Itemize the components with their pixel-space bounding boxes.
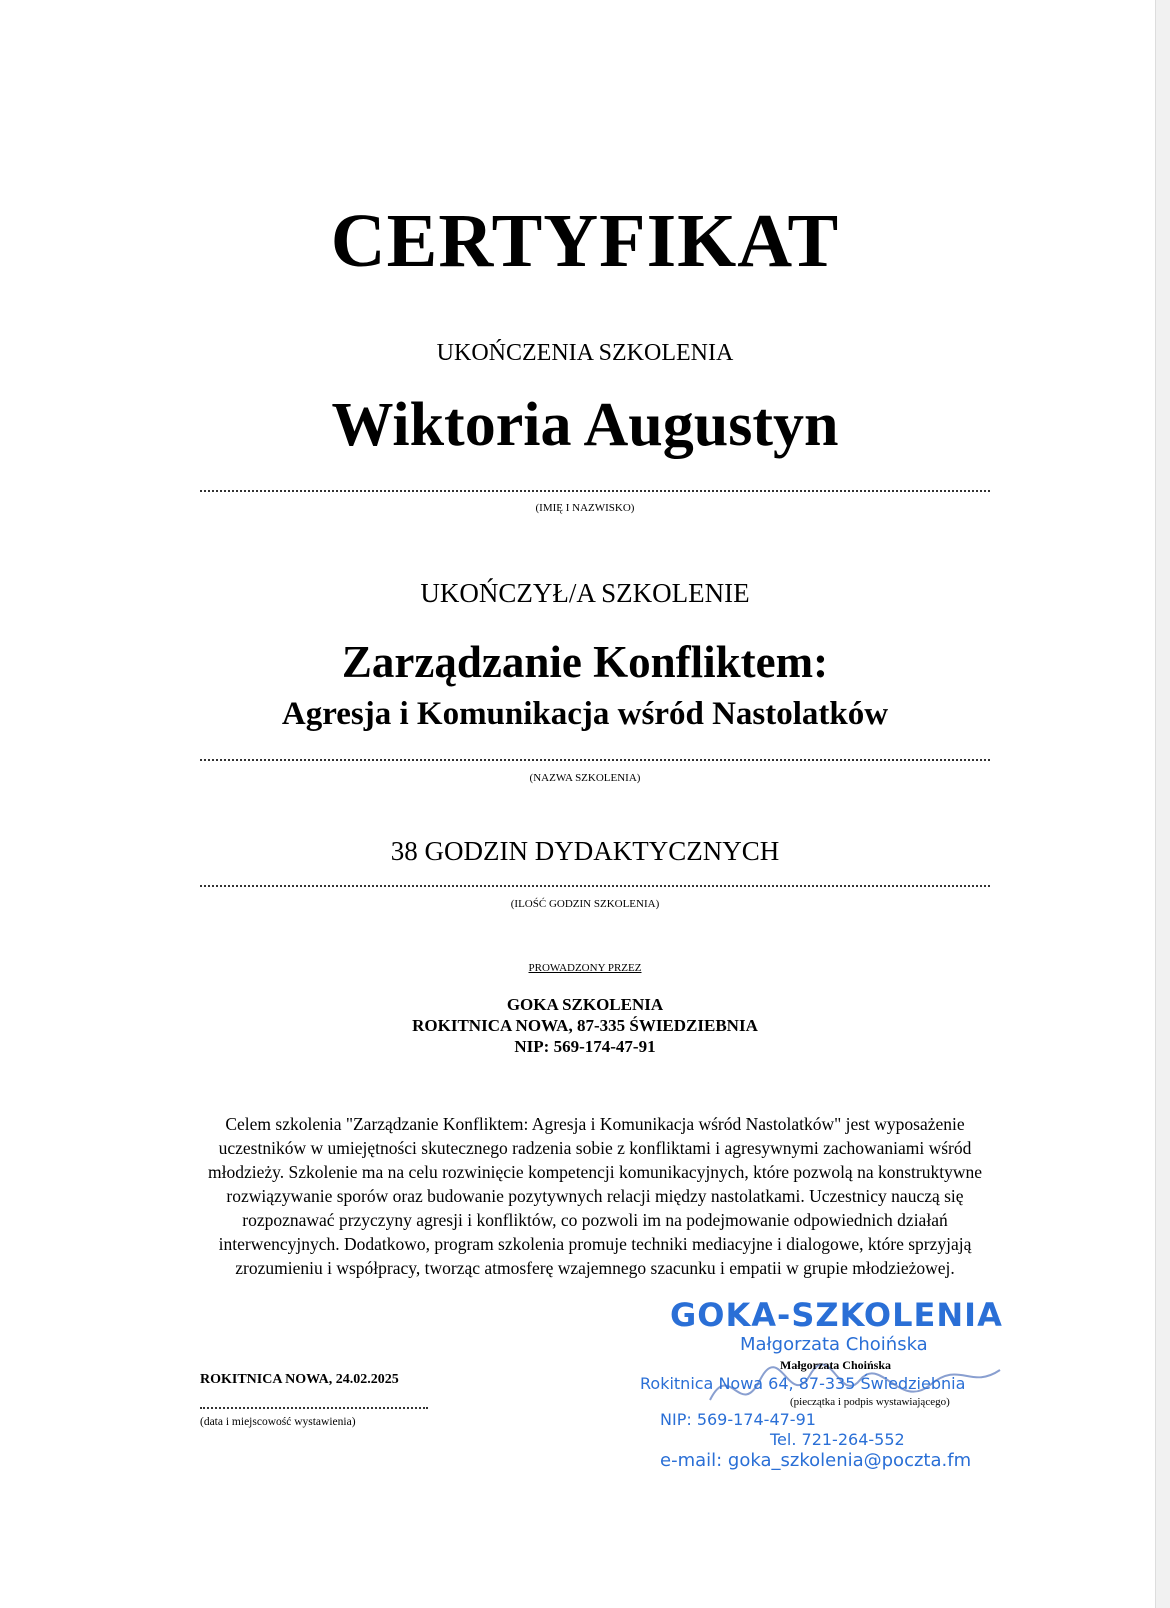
- course-description: Celem szkolenia "Zarządzanie Konfliktem: Agresja i Komunikacja wśród Nastolatków" jest wyposażenie uczestników w umiejętności skutecznego radzenia sobie z konfliktami i agresywnymi zachowaniami wśród młodzieży. Szkolenie ma na celu rozwinięcie kompetencji komunikacyjnych, które pozwolą na konstruktywne rozwiązywanie sporów oraz budowanie pozytywnych relacji między nastolatkami. Uczestnicy nauczą się rozpoznawać przyczyny agresji i konfliktów, co pozwoli im na podejmowanie odpowiednich działań interwencyjnych. Dodatkowo, program szkolenia promuje techniki mediacyjne i dialogowe, które sprzyjają zrozumieniu i współpracy, tworząc atmosferę wzajemnego szacunku i empatii w grupie młodzieżowej.: [208, 1114, 982, 1278]
- name-dotted-line: [200, 490, 990, 494]
- company-stamp: [640, 1296, 1140, 1472]
- stamp-line: e-mail: goka_szkolenia@poczta.fm: [660, 1450, 972, 1471]
- certificate-subtitle: UKOŃCZENIA SZKOLENIA: [436, 340, 734, 366]
- participant-name: Wiktoria Augustyn: [331, 391, 839, 459]
- stamp-line: GOKA-SZKOLENIA: [670, 1296, 1003, 1334]
- stamp-line: Małgorzata Choińska: [740, 1334, 928, 1355]
- signer-caption: (pieczątka i podpis wystawiającego): [790, 1396, 950, 1408]
- name-caption: (IMIĘ I NAZWISKO): [535, 502, 635, 514]
- completed-label: UKOŃCZYŁ/A SZKOLENIE: [420, 578, 750, 608]
- hours-dotted-line: [200, 885, 990, 889]
- organizer-block: [0, 994, 1170, 1057]
- organizer-address: ROKITNICA NOWA, 87-335 ŚWIEDZIEBNIA: [412, 1016, 758, 1035]
- issue-caption: (data i miejscowość wystawienia): [200, 1416, 356, 1428]
- stamp-line: Tel. 721-264-552: [770, 1430, 905, 1449]
- course-title-line2: Agresja i Komunikacja wśród Nastolatków: [281, 696, 889, 732]
- date-dotted-line: [200, 1407, 428, 1409]
- hours-caption: (ILOŚĆ GODZIN SZKOLENIA): [510, 898, 660, 910]
- issue-place-date: ROKITNICA NOWA, 24.02.2025: [200, 1372, 399, 1387]
- organizer-name: GOKA SZKOLENIA: [506, 995, 664, 1014]
- hours-value: 38 GODZIN DYDAKTYCZNYCH: [390, 836, 780, 866]
- stamp-line: NIP: 569-174-47-91: [660, 1410, 816, 1429]
- course-caption: (NAZWA SZKOLENIA): [529, 772, 641, 784]
- course-dotted-line: [200, 759, 990, 763]
- organizer-label: PROWADZONY PRZEZ: [528, 962, 642, 974]
- certificate-title: CERTYFIKAT: [330, 199, 840, 283]
- stamp-line: Rokitnica Nowa 64, 87-335 Świedziebnia: [640, 1374, 966, 1393]
- course-title-line1: Zarządzanie Konfliktem:: [341, 637, 829, 687]
- organizer-nip: NIP: 569-174-47-91: [514, 1037, 656, 1056]
- signer-name: Małgorzata Choińska: [780, 1358, 891, 1372]
